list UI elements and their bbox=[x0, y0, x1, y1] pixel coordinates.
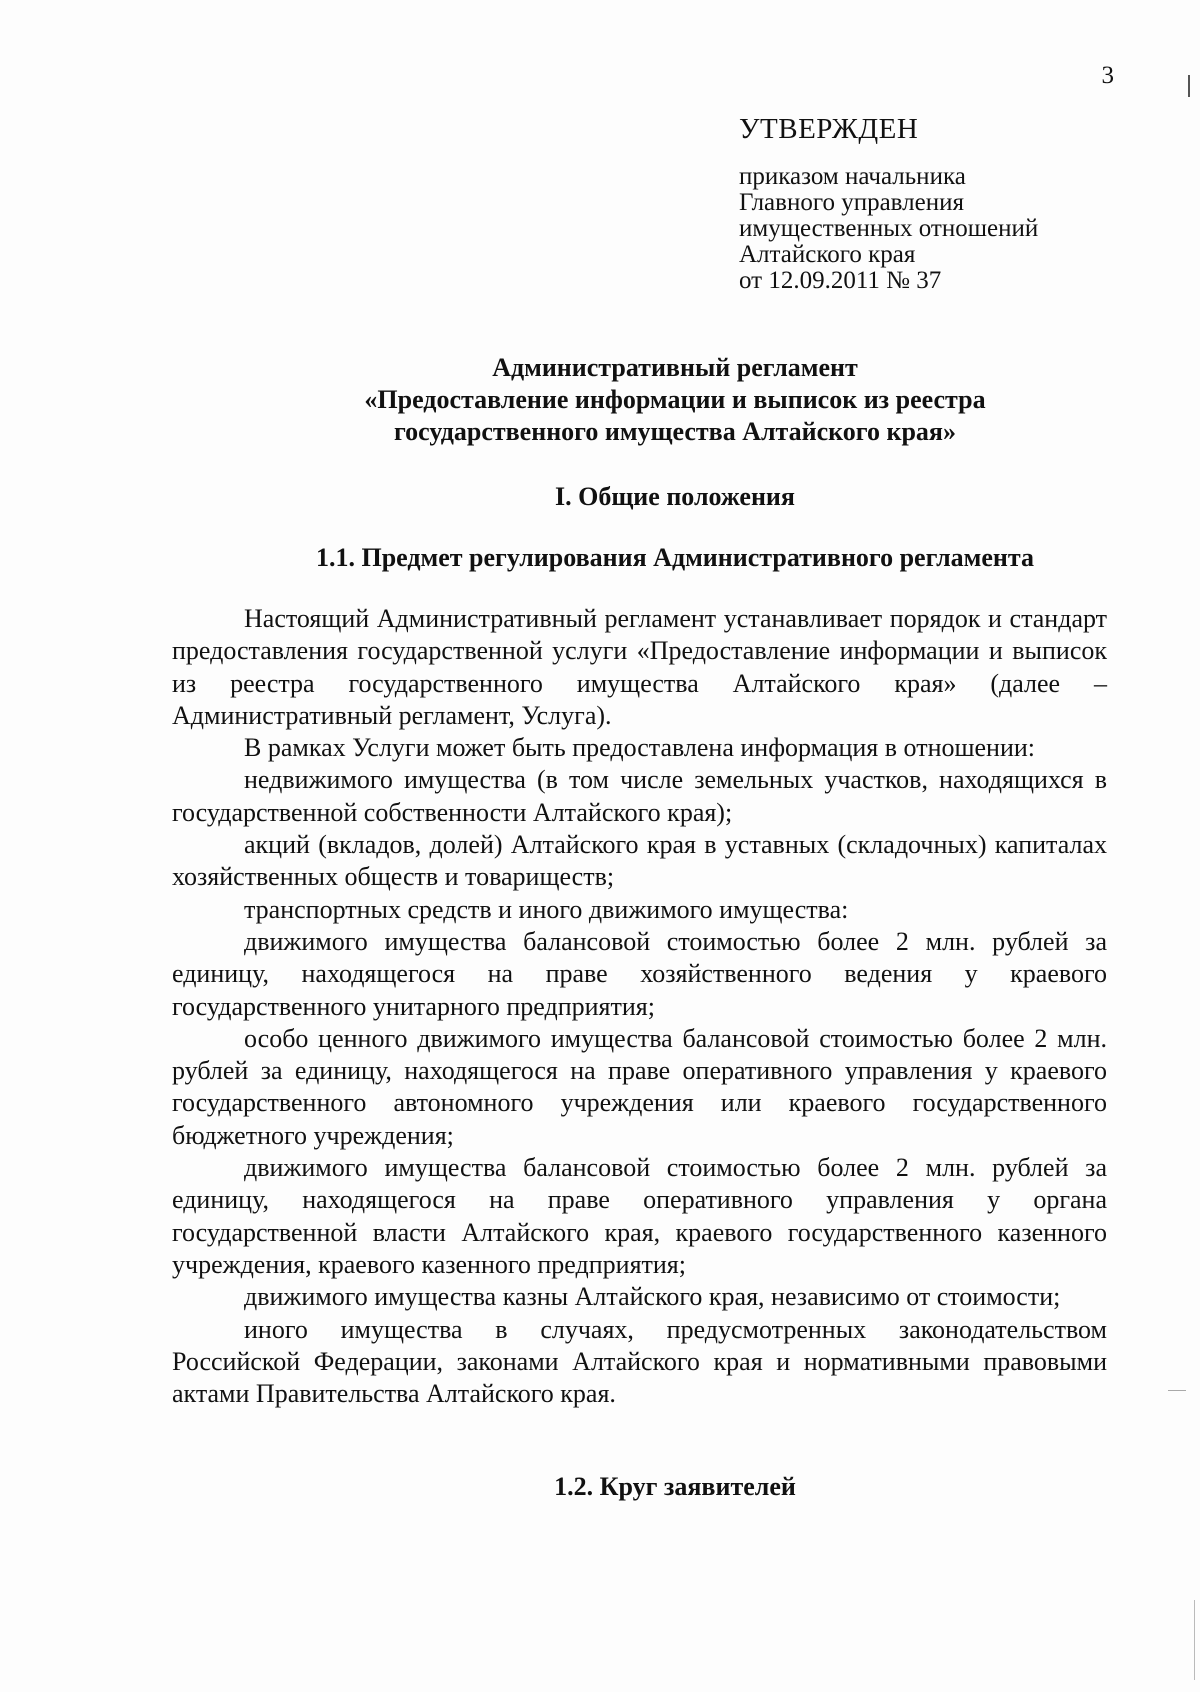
document-title-line: государственного имущества Алтайского края» bbox=[394, 417, 956, 446]
paragraph: особо ценного движимого имущества балансовой стоимостью более 2 млн. рублей за единицу, находящегося на праве оперативного управления у краевого государственного автономного учреждения или краевого государственного бюджетного учреждения; bbox=[172, 1023, 1107, 1150]
approval-block bbox=[739, 113, 1139, 294]
approval-title: УТВЕРЖДЕН bbox=[739, 113, 919, 145]
paragraph: движимого имущества балансовой стоимостью более 2 млн. рублей за единицу, находящегося на праве оперативного управления у органа государственной власти Алтайского края, краевого государственного казенного учреждения, краевого казенного предприятия; bbox=[172, 1153, 1107, 1279]
scan-artifact bbox=[1168, 1390, 1186, 1391]
body-text bbox=[172, 603, 1107, 1410]
approval-line: от 12.09.2011 № 37 bbox=[739, 267, 942, 294]
document-title-line: Административный регламент bbox=[492, 353, 858, 382]
approval-line: приказом начальника bbox=[739, 163, 966, 190]
approval-line: Главного управления bbox=[739, 189, 964, 216]
approval-line: имущественных отношений bbox=[739, 215, 1039, 242]
scan-artifact bbox=[1194, 1600, 1195, 1680]
section-heading: I. Общие положения bbox=[555, 482, 795, 511]
paragraph: Настоящий Административный регламент устанавливает порядок и стандарт предоставления государственной услуги «Предоставление информации и выписок из реестра государственного имущества Алтайского края» (далее – Административный регламент, Услуга). bbox=[172, 604, 1107, 730]
approval-line: Алтайского края bbox=[739, 241, 916, 268]
subsection-heading: 1.2. Круг заявителей bbox=[554, 1472, 796, 1501]
scan-artifact bbox=[1188, 75, 1190, 97]
page-number: 3 bbox=[1101, 62, 1114, 89]
document-title-line: «Предоставление информации и выписок из реестра bbox=[364, 385, 986, 414]
paragraph: В рамках Услуги может быть предоставлена информация в отношении: bbox=[244, 733, 1036, 763]
paragraph: акций (вкладов, долей) Алтайского края в уставных (складочных) капиталах хозяйственных обществ и товариществ; bbox=[172, 830, 1107, 892]
paragraph: иного имущества в случаях, предусмотренных законодательством Российской Федерации, законами Алтайского края и нормативными правовыми актами Правительства Алтайского края. bbox=[172, 1314, 1107, 1409]
subsection-heading: 1.1. Предмет регулирования Административного регламента bbox=[316, 543, 1034, 572]
paragraph: движимого имущества казны Алтайского края, независимо от стоимости; bbox=[244, 1282, 1061, 1312]
paragraph: транспортных средств и иного движимого имущества: bbox=[244, 894, 849, 924]
paragraph: недвижимого имущества (в том числе земельных участков, находящихся в государственной собственности Алтайского края); bbox=[172, 765, 1107, 827]
document-title bbox=[200, 352, 1150, 448]
paragraph: движимого имущества балансовой стоимостью более 2 млн. рублей за единицу, находящегося на праве хозяйственного ведения у краевого государственного унитарного предприятия; bbox=[172, 926, 1107, 1021]
